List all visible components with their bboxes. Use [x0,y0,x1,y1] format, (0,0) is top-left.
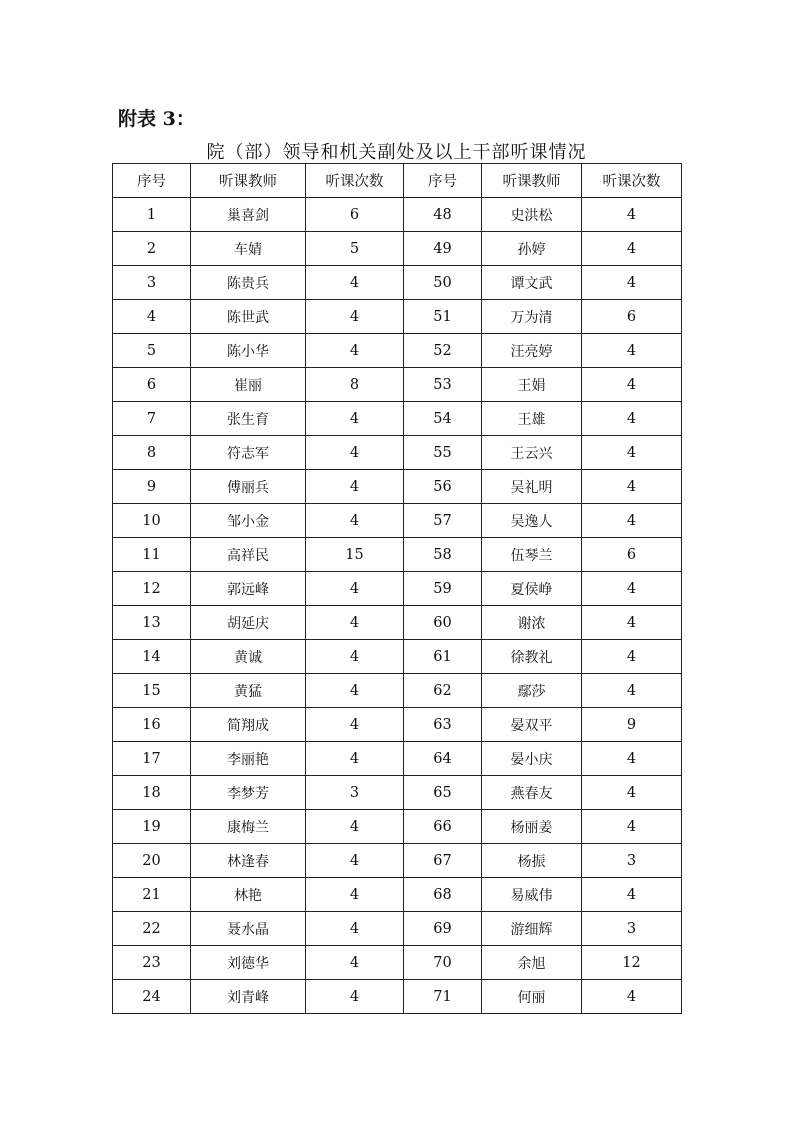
cell-count-right: 4 [582,878,682,912]
cell-teacher-left: 高祥民 [191,538,306,572]
table-row [113,436,682,470]
cell-count-right: 4 [582,810,682,844]
cell-teacher-right: 余旭 [482,946,582,980]
cell-count-right: 4 [582,776,682,810]
cell-teacher-right: 汪亮婷 [482,334,582,368]
cell-index-left: 18 [113,776,191,810]
cell-index-left: 16 [113,708,191,742]
cell-teacher-left: 简翔成 [191,708,306,742]
cell-index-left: 9 [113,470,191,504]
table-row [113,912,682,946]
cell-count-left: 4 [306,674,404,708]
cell-teacher-right: 徐教礼 [482,640,582,674]
cell-index-left: 23 [113,946,191,980]
cell-index-right: 48 [404,198,482,232]
cell-index-right: 68 [404,878,482,912]
header-teacher-right: 听课教师 [482,164,582,198]
cell-count-left: 4 [306,436,404,470]
cell-teacher-left: 康梅兰 [191,810,306,844]
cell-index-left: 5 [113,334,191,368]
cell-teacher-right: 万为清 [482,300,582,334]
cell-teacher-left: 车婧 [191,232,306,266]
cell-index-right: 56 [404,470,482,504]
cell-count-left: 4 [306,300,404,334]
cell-teacher-right: 王娟 [482,368,582,402]
cell-count-right: 4 [582,232,682,266]
cell-teacher-left: 刘德华 [191,946,306,980]
cell-count-left: 4 [306,708,404,742]
cell-teacher-left: 崔丽 [191,368,306,402]
table-row [113,572,682,606]
cell-count-left: 4 [306,640,404,674]
table-row [113,844,682,878]
cell-teacher-right: 王雄 [482,402,582,436]
cell-index-left: 20 [113,844,191,878]
cell-index-right: 59 [404,572,482,606]
cell-count-left: 8 [306,368,404,402]
cell-index-left: 10 [113,504,191,538]
cell-teacher-right: 杨振 [482,844,582,878]
cell-teacher-left: 聂水晶 [191,912,306,946]
table-row [113,708,682,742]
cell-teacher-left: 陈世武 [191,300,306,334]
table-row [113,266,682,300]
cell-count-right: 4 [582,674,682,708]
table-row [113,232,682,266]
table-title: 院（部）领导和机关副处及以上干部听课情况 [206,142,587,163]
cell-teacher-left: 陈贵兵 [191,266,306,300]
cell-count-left: 4 [306,912,404,946]
cell-count-right: 4 [582,266,682,300]
table-row [113,402,682,436]
table-row [113,300,682,334]
cell-teacher-right: 杨丽姜 [482,810,582,844]
cell-index-right: 49 [404,232,482,266]
cell-count-right: 12 [582,946,682,980]
cell-teacher-right: 吴逸人 [482,504,582,538]
cell-teacher-left: 邹小金 [191,504,306,538]
cell-count-left: 6 [306,198,404,232]
cell-count-left: 4 [306,742,404,776]
cell-teacher-left: 符志军 [191,436,306,470]
cell-count-right: 4 [582,572,682,606]
table-row [113,776,682,810]
cell-count-right: 3 [582,912,682,946]
cell-count-left: 4 [306,334,404,368]
cell-count-right: 4 [582,504,682,538]
cell-count-right: 4 [582,198,682,232]
cell-count-left: 15 [306,538,404,572]
cell-teacher-right: 谭文武 [482,266,582,300]
cell-count-right: 9 [582,708,682,742]
header-index-left: 序号 [113,164,191,198]
cell-index-left: 14 [113,640,191,674]
cell-count-right: 4 [582,470,682,504]
cell-index-right: 52 [404,334,482,368]
cell-count-right: 4 [582,402,682,436]
cell-teacher-right: 谢浓 [482,606,582,640]
cell-count-right: 6 [582,538,682,572]
cell-index-right: 63 [404,708,482,742]
cell-teacher-left: 林逢春 [191,844,306,878]
cell-index-right: 66 [404,810,482,844]
table-row [113,980,682,1014]
attendance-table [112,163,682,1014]
appendix-label: 附表 3： [118,108,195,130]
cell-index-left: 3 [113,266,191,300]
cell-teacher-right: 燕春友 [482,776,582,810]
cell-teacher-left: 巢喜剑 [191,198,306,232]
cell-index-left: 22 [113,912,191,946]
table-row [113,674,682,708]
cell-index-left: 7 [113,402,191,436]
table-row [113,606,682,640]
cell-index-left: 21 [113,878,191,912]
cell-index-left: 19 [113,810,191,844]
cell-teacher-right: 何丽 [482,980,582,1014]
cell-index-left: 15 [113,674,191,708]
cell-teacher-right: 孙婷 [482,232,582,266]
cell-count-right: 4 [582,334,682,368]
table-row [113,504,682,538]
cell-teacher-left: 郭远峰 [191,572,306,606]
cell-count-right: 4 [582,980,682,1014]
cell-teacher-right: 晏双平 [482,708,582,742]
cell-teacher-right: 伍琴兰 [482,538,582,572]
cell-teacher-left: 黄猛 [191,674,306,708]
cell-index-right: 64 [404,742,482,776]
cell-count-right: 4 [582,436,682,470]
cell-index-left: 4 [113,300,191,334]
cell-count-left: 4 [306,572,404,606]
cell-count-left: 4 [306,402,404,436]
cell-teacher-left: 刘青峰 [191,980,306,1014]
cell-teacher-right: 史洪松 [482,198,582,232]
cell-teacher-right: 王云兴 [482,436,582,470]
cell-count-right: 6 [582,300,682,334]
table-row [113,946,682,980]
cell-teacher-left: 傅丽兵 [191,470,306,504]
cell-index-left: 2 [113,232,191,266]
cell-count-left: 4 [306,980,404,1014]
cell-index-left: 8 [113,436,191,470]
cell-index-right: 57 [404,504,482,538]
cell-index-right: 69 [404,912,482,946]
header-teacher-left: 听课教师 [191,164,306,198]
cell-teacher-right: 游细辉 [482,912,582,946]
header-index-right: 序号 [404,164,482,198]
cell-index-right: 61 [404,640,482,674]
table-row [113,368,682,402]
cell-count-left: 3 [306,776,404,810]
cell-index-right: 71 [404,980,482,1014]
cell-teacher-left: 李丽艳 [191,742,306,776]
table-header-row [113,164,682,198]
header-count-right: 听课次数 [582,164,682,198]
cell-teacher-left: 陈小华 [191,334,306,368]
cell-index-right: 70 [404,946,482,980]
cell-index-left: 13 [113,606,191,640]
cell-count-left: 4 [306,844,404,878]
table-row [113,334,682,368]
cell-index-left: 11 [113,538,191,572]
cell-count-left: 4 [306,878,404,912]
cell-index-left: 6 [113,368,191,402]
cell-index-right: 65 [404,776,482,810]
cell-index-right: 53 [404,368,482,402]
cell-index-right: 62 [404,674,482,708]
cell-count-right: 4 [582,640,682,674]
cell-count-left: 5 [306,232,404,266]
cell-teacher-right: 晏小庆 [482,742,582,776]
cell-count-right: 4 [582,368,682,402]
cell-index-right: 60 [404,606,482,640]
cell-teacher-right: 夏侯峥 [482,572,582,606]
cell-count-left: 4 [306,606,404,640]
table-row [113,470,682,504]
cell-index-right: 55 [404,436,482,470]
cell-index-right: 54 [404,402,482,436]
cell-count-left: 4 [306,946,404,980]
cell-index-right: 58 [404,538,482,572]
cell-index-left: 24 [113,980,191,1014]
cell-teacher-left: 黄诚 [191,640,306,674]
cell-count-left: 4 [306,266,404,300]
table-row [113,538,682,572]
cell-teacher-left: 林艳 [191,878,306,912]
cell-count-left: 4 [306,810,404,844]
cell-count-right: 4 [582,606,682,640]
cell-teacher-right: 吴礼明 [482,470,582,504]
cell-count-left: 4 [306,504,404,538]
cell-teacher-left: 李梦芳 [191,776,306,810]
table-row [113,742,682,776]
table-row [113,640,682,674]
cell-index-left: 17 [113,742,191,776]
cell-index-left: 1 [113,198,191,232]
table-row [113,198,682,232]
cell-teacher-left: 胡延庆 [191,606,306,640]
cell-index-right: 50 [404,266,482,300]
cell-teacher-left: 张生育 [191,402,306,436]
cell-teacher-right: 鄢莎 [482,674,582,708]
header-count-left: 听课次数 [306,164,404,198]
table-row [113,810,682,844]
table-row [113,878,682,912]
cell-count-right: 4 [582,742,682,776]
cell-count-right: 3 [582,844,682,878]
cell-index-right: 51 [404,300,482,334]
cell-count-left: 4 [306,470,404,504]
cell-index-left: 12 [113,572,191,606]
cell-index-right: 67 [404,844,482,878]
cell-teacher-right: 易威伟 [482,878,582,912]
